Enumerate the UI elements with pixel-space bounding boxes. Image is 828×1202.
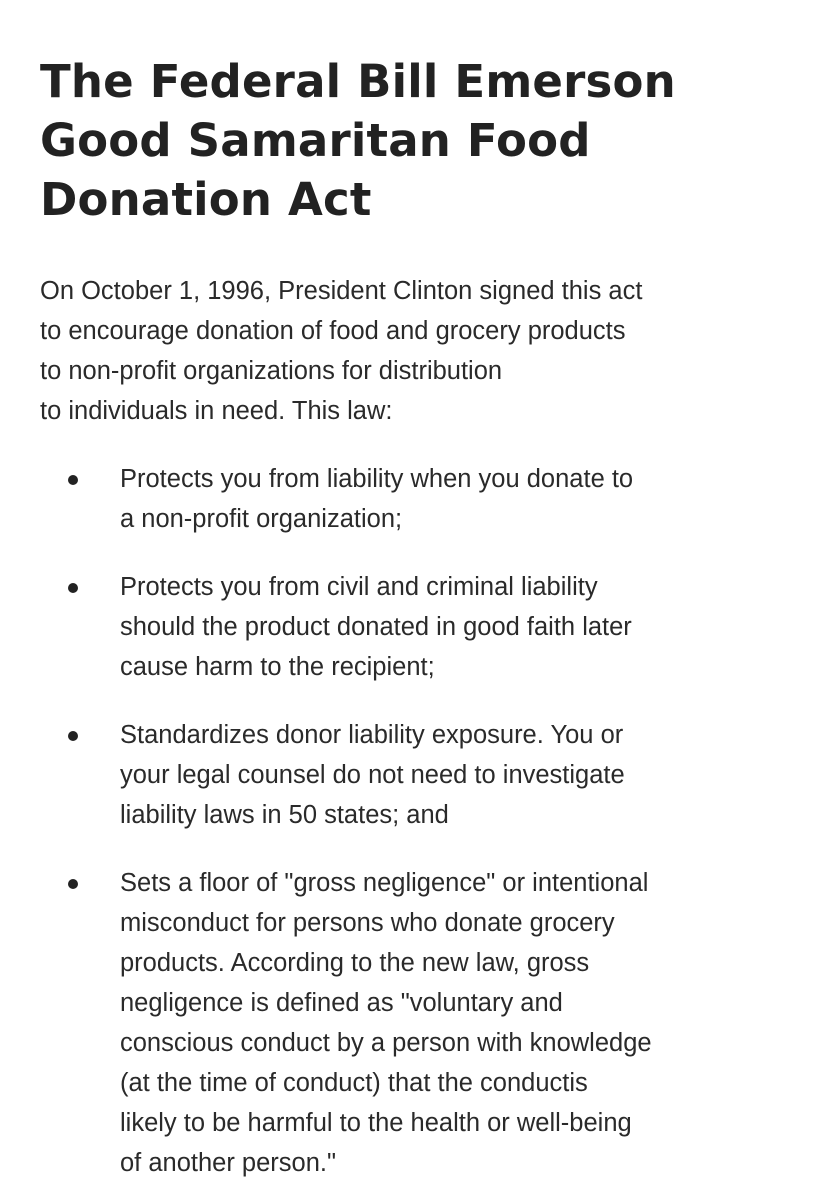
bullet-icon — [40, 715, 120, 755]
title-line: Good Samaritan Food — [40, 114, 591, 167]
list-item-line: a non-profit organization; — [120, 505, 403, 533]
title-line: The Federal Bill Emerson — [40, 55, 676, 108]
title-line: Donation Act — [40, 173, 372, 226]
list-item-text — [120, 863, 800, 1183]
page-title — [40, 52, 800, 229]
law-provisions-list — [40, 459, 828, 1183]
list-item-line: Protects you from liability when you donate to — [120, 465, 634, 493]
list-item-line: negligence is defined as "voluntary and — [120, 989, 563, 1017]
list-item-line: of another person." — [120, 1149, 337, 1177]
list-item-line: products. According to the new law, gross — [120, 949, 590, 977]
intro-paragraph — [40, 271, 800, 431]
list-item-civil-criminal-protection — [40, 567, 828, 687]
bullet-icon — [40, 863, 120, 903]
intro-line: to encourage donation of food and grocery products — [40, 317, 626, 345]
list-item-standardized-exposure — [40, 715, 828, 835]
list-item-line: likely to be harmful to the health or well-being — [120, 1109, 632, 1137]
list-item-line: Protects you from civil and criminal liability — [120, 573, 598, 601]
intro-line: to non-profit organizations for distribution — [40, 357, 503, 385]
list-item-liability-protection — [40, 459, 828, 539]
list-item-line: misconduct for persons who donate grocery — [120, 909, 615, 937]
list-item-line: Sets a floor of "gross negligence" or intentional — [120, 869, 649, 897]
list-item-text — [120, 459, 800, 539]
list-item-text — [120, 567, 800, 687]
list-item-text — [120, 715, 800, 835]
bullet-icon — [40, 567, 120, 607]
list-item-gross-negligence — [40, 863, 828, 1183]
list-item-line: conscious conduct by a person with knowledge — [120, 1029, 652, 1057]
intro-line: On October 1, 1996, President Clinton signed this act — [40, 277, 643, 305]
list-item-line: should the product donated in good faith later — [120, 613, 632, 641]
list-item-line: Standardizes donor liability exposure. You or — [120, 721, 624, 749]
bullet-icon — [40, 459, 120, 499]
list-item-line: your legal counsel do not need to investigate — [120, 761, 625, 789]
list-item-line: (at the time of conduct) that the conductis — [120, 1069, 588, 1097]
list-item-line: liability laws in 50 states; and — [120, 801, 449, 829]
intro-line: to individuals in need. This law: — [40, 397, 393, 425]
list-item-line: cause harm to the recipient; — [120, 653, 435, 681]
